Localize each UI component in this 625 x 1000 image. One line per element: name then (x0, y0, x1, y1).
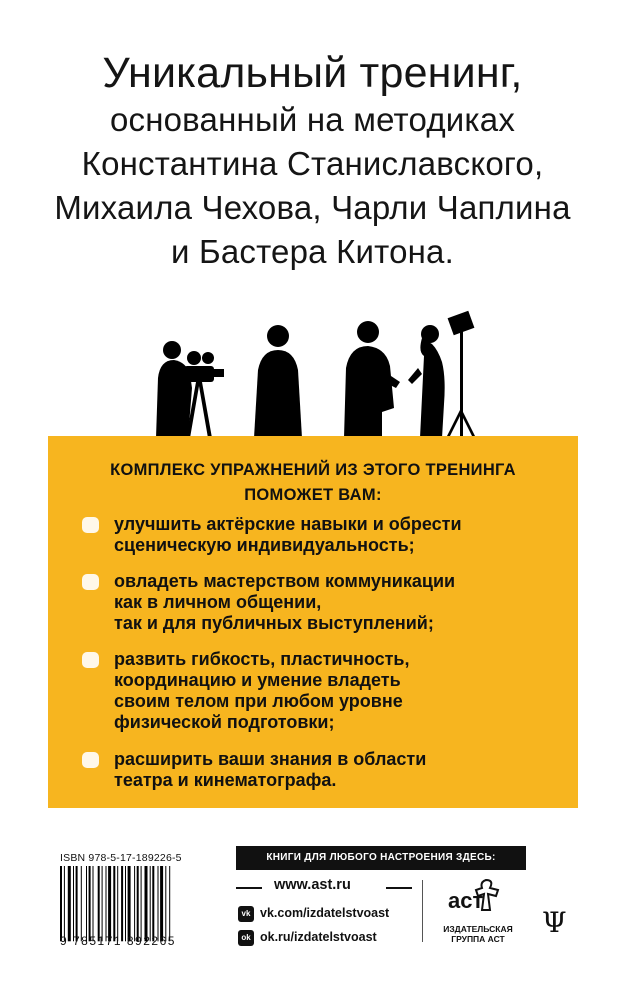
barcode-bar (165, 866, 166, 941)
headline-line-3: Константина Станиславского, (81, 145, 544, 182)
divider-line (236, 887, 262, 889)
benefits-panel (48, 436, 578, 808)
barcode-bar (125, 866, 126, 941)
benefit-item (82, 749, 562, 791)
headline-line-2: основанный на методиках (109, 101, 516, 138)
benefit-text (114, 649, 562, 733)
vk-link[interactable]: vk.com/izdatelstvoast (260, 906, 390, 920)
vertical-divider (422, 880, 423, 942)
barcode-bar (102, 866, 103, 941)
isbn-text: ISBN 978-5-17-189226-5 (60, 852, 182, 864)
headline-line-4: Михаила Чехова, Чарли Чаплина (54, 189, 571, 226)
barcode-bar (76, 866, 78, 941)
barcode-bar (134, 866, 135, 941)
barcode-bar (89, 866, 91, 941)
film-crew-silhouettes-illustration (150, 308, 480, 438)
publisher-label (432, 924, 524, 944)
barcode-bar (150, 866, 151, 941)
publisher-label-line-1: ИЗДАТЕЛЬСКАЯ (443, 924, 513, 934)
barcode-bar (152, 866, 154, 941)
barcode-bar (128, 866, 131, 941)
benefit-item (82, 649, 562, 733)
benefit-line: расширить ваши знания в области (114, 749, 427, 769)
benefit-line: как в личном общении, (114, 592, 322, 612)
barcode-bar (169, 866, 170, 941)
benefit-line: так и для публичных выступлений; (114, 613, 434, 633)
benefit-line: координацию и умение владеть (114, 670, 401, 690)
barcode-bar (160, 866, 163, 941)
benefit-line: своим телом при любом уровне (114, 691, 403, 711)
barcode-bar (98, 866, 100, 941)
barcode-number: 9 785171 892265 (60, 934, 176, 948)
barcode-bar (117, 866, 118, 941)
benefit-text (114, 749, 562, 791)
barcode-bar (121, 866, 123, 941)
promo-banner: КНИГИ ДЛЯ ЛЮБОГО НАСТРОЕНИЯ ЗДЕСЬ: (236, 846, 526, 870)
barcode-bar (68, 866, 71, 941)
benefit-text (114, 514, 562, 556)
barcode-bar (158, 866, 159, 941)
ok-link[interactable]: ok.ru/izdatelstvoast (260, 930, 377, 944)
benefit-line: овладеть мастерством коммуникации (114, 571, 456, 591)
headline-line-1: Уникальный тренинг, (102, 49, 523, 97)
benefits-title-line-2: ПОМОЖЕТ ВАМ: (244, 486, 382, 504)
barcode-bar (141, 866, 142, 941)
barcode-bar (60, 866, 62, 941)
barcode-bar (108, 866, 111, 941)
headline-line-5: и Бастера Китона. (171, 233, 454, 270)
barcode-bar (113, 866, 115, 941)
barcode-bar (145, 866, 148, 941)
benefit-line: развить гибкость, пластичность, (114, 649, 410, 669)
benefit-text (114, 571, 562, 634)
barcode-bar (86, 866, 87, 941)
benefit-line: сценическую индивидуальность; (114, 535, 415, 555)
barcode-bar (81, 866, 82, 941)
benefit-line: улучшить актёрские навыки и обрести (114, 514, 462, 534)
barcode-bar (93, 866, 94, 941)
publisher-label-line-2: ГРУППА АСТ (451, 934, 505, 944)
benefit-item (82, 571, 562, 634)
headline (20, 48, 605, 274)
ast-logo (446, 876, 506, 922)
benefit-line: театра и кинематографа. (114, 770, 337, 790)
bullet-icon (82, 652, 99, 668)
ok-icon: ok (238, 930, 254, 946)
psi-icon: Ψ (542, 906, 567, 939)
barcode-bar (64, 866, 65, 941)
barcode-bar (137, 866, 139, 941)
website-link[interactable]: www.ast.ru (274, 877, 351, 893)
benefits-title-line-1: КОМПЛЕКС УПРАЖНЕНИЙ ИЗ ЭТОГО ТРЕНИНГА (110, 461, 516, 479)
benefit-line: физической подготовки; (114, 712, 335, 732)
benefits-title (48, 458, 578, 508)
ast-logo-text: аст (448, 888, 484, 913)
barcode-bar (73, 866, 74, 941)
bullet-icon (82, 752, 99, 768)
vk-icon: vk (238, 906, 254, 922)
bullet-icon (82, 574, 99, 590)
divider-line (386, 887, 412, 889)
website-link-row[interactable] (236, 876, 416, 898)
benefit-item (82, 514, 562, 556)
bullet-icon (82, 517, 99, 533)
barcode-bar (106, 866, 107, 941)
